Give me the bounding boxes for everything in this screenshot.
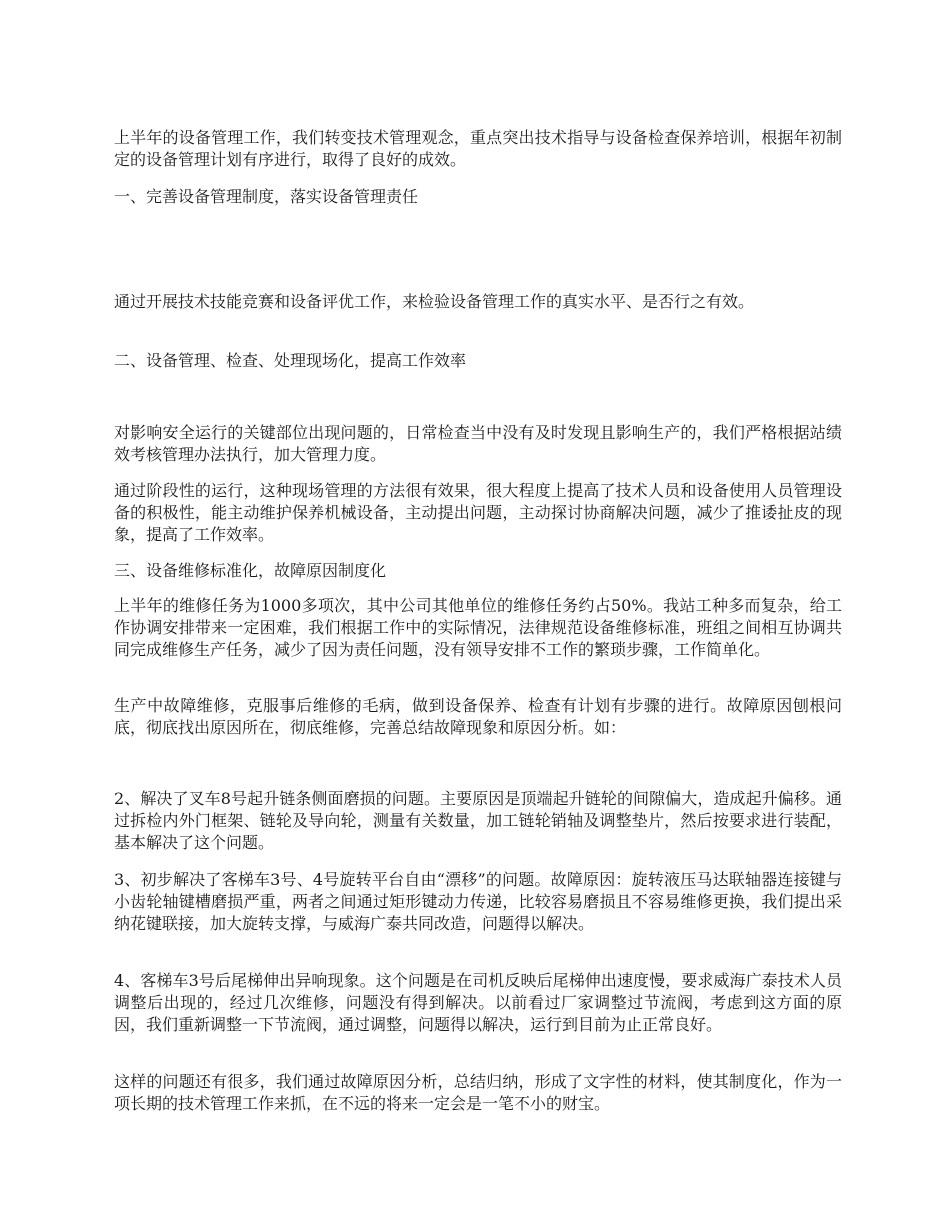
paragraph-repair-tasks: 上半年的维修任务为1000多项次，其中公司其他单位的维修任务约占50%。我站工种多而复杂，给工作协调安排带来一定困难，我们根据工作中的实际情况，法律规范设备维修标准，班组之间相互协调共同完成维修生产任务，减少了因为责任问题，没有领导安排不工作的繁琐步骤，工作简单化。 [114, 596, 842, 659]
list-item-3-passenger-stair-platform: 3、初步解决了客梯车3号、4号旋转平台自由“漂移”的问题。故障原因：旋转液压马达联轴器连接键与小齿轮轴键槽磨损严重，两者之间通过矩形键动力传递，比较容易磨损且不容易维修更换，我们提出采纳花键联接，加大旋转支撑，与威海广泰共同改造，问题得以解决。 [114, 870, 842, 933]
paragraph-fault-repair: 生产中故障维修，克服事后维修的毛病，做到设备保养、检查有计划有步骤的进行。故障原因刨根问底，彻底找出原因所在，彻底维修，完善总结故障现象和原因分析。如： [114, 696, 842, 737]
paragraph-skills-contest: 通过开展技术技能竞赛和设备评优工作，来检验设备管理工作的真实水平、是否行之有效。 [114, 292, 755, 311]
paragraph-intro: 上半年的设备管理工作，我们转变技术管理观念，重点突出技术指导与设备检查保养培训，根据年初制定的设备管理计划有序进行，取得了良好的成效。 [114, 128, 842, 169]
list-item-2-forklift: 2、解决了叉车8号起升链条侧面磨损的问题。主要原因是顶端起升链轮的间隙偏大，造成起升偏移。通过拆检内外门框架、链轮及导向轮，测量有关数量，加工链轮销轴及调整垫片，然后按要求进行装配，基本解决了这个问题。 [114, 789, 842, 852]
paragraph-conclusion: 这样的问题还有很多，我们通过故障原因分析，总结归纳，形成了文字性的材料，使其制度化，作为一项长期的技术管理工作来抓，在不远的将来一定会是一笔不小的财宝。 [114, 1072, 842, 1113]
list-item-4-rear-stair-noise: 4、客梯车3号后尾梯伸出异响现象。这个问题是在司机反映后尾梯伸出速度慢，要求威海广泰技术人员调整后出现的，经过几次维修，问题没有得到解决。以前看过厂家调整过节流阀，考虑到这方面的原因，我们重新调整一下节流阀，通过调整，问题得以解决，运行到目前为止正常良好。 [114, 971, 842, 1034]
paragraph-field-management: 通过阶段性的运行，这种现场管理的方法很有效果，很大程度上提高了技术人员和设备使用人员管理设备的积极性，能主动维护保养机械设备，主动提出问题，主动探讨协商解决问题，减少了推诿扯皮的现象，提高了工作效率。 [114, 481, 842, 544]
paragraph-key-parts: 对影响安全运行的关键部位出现问题的，日常检查当中没有及时发现且影响生产的，我们严格根据站绩效考核管理办法执行，加大管理力度。 [114, 423, 842, 464]
section-heading-3: 三、设备维修标准化，故障原因制度化 [114, 561, 387, 580]
section-heading-1: 一、完善设备管理制度，落实设备管理责任 [114, 187, 419, 206]
section-heading-2: 二、设备管理、检查、处理现场化，提高工作效率 [114, 351, 467, 370]
